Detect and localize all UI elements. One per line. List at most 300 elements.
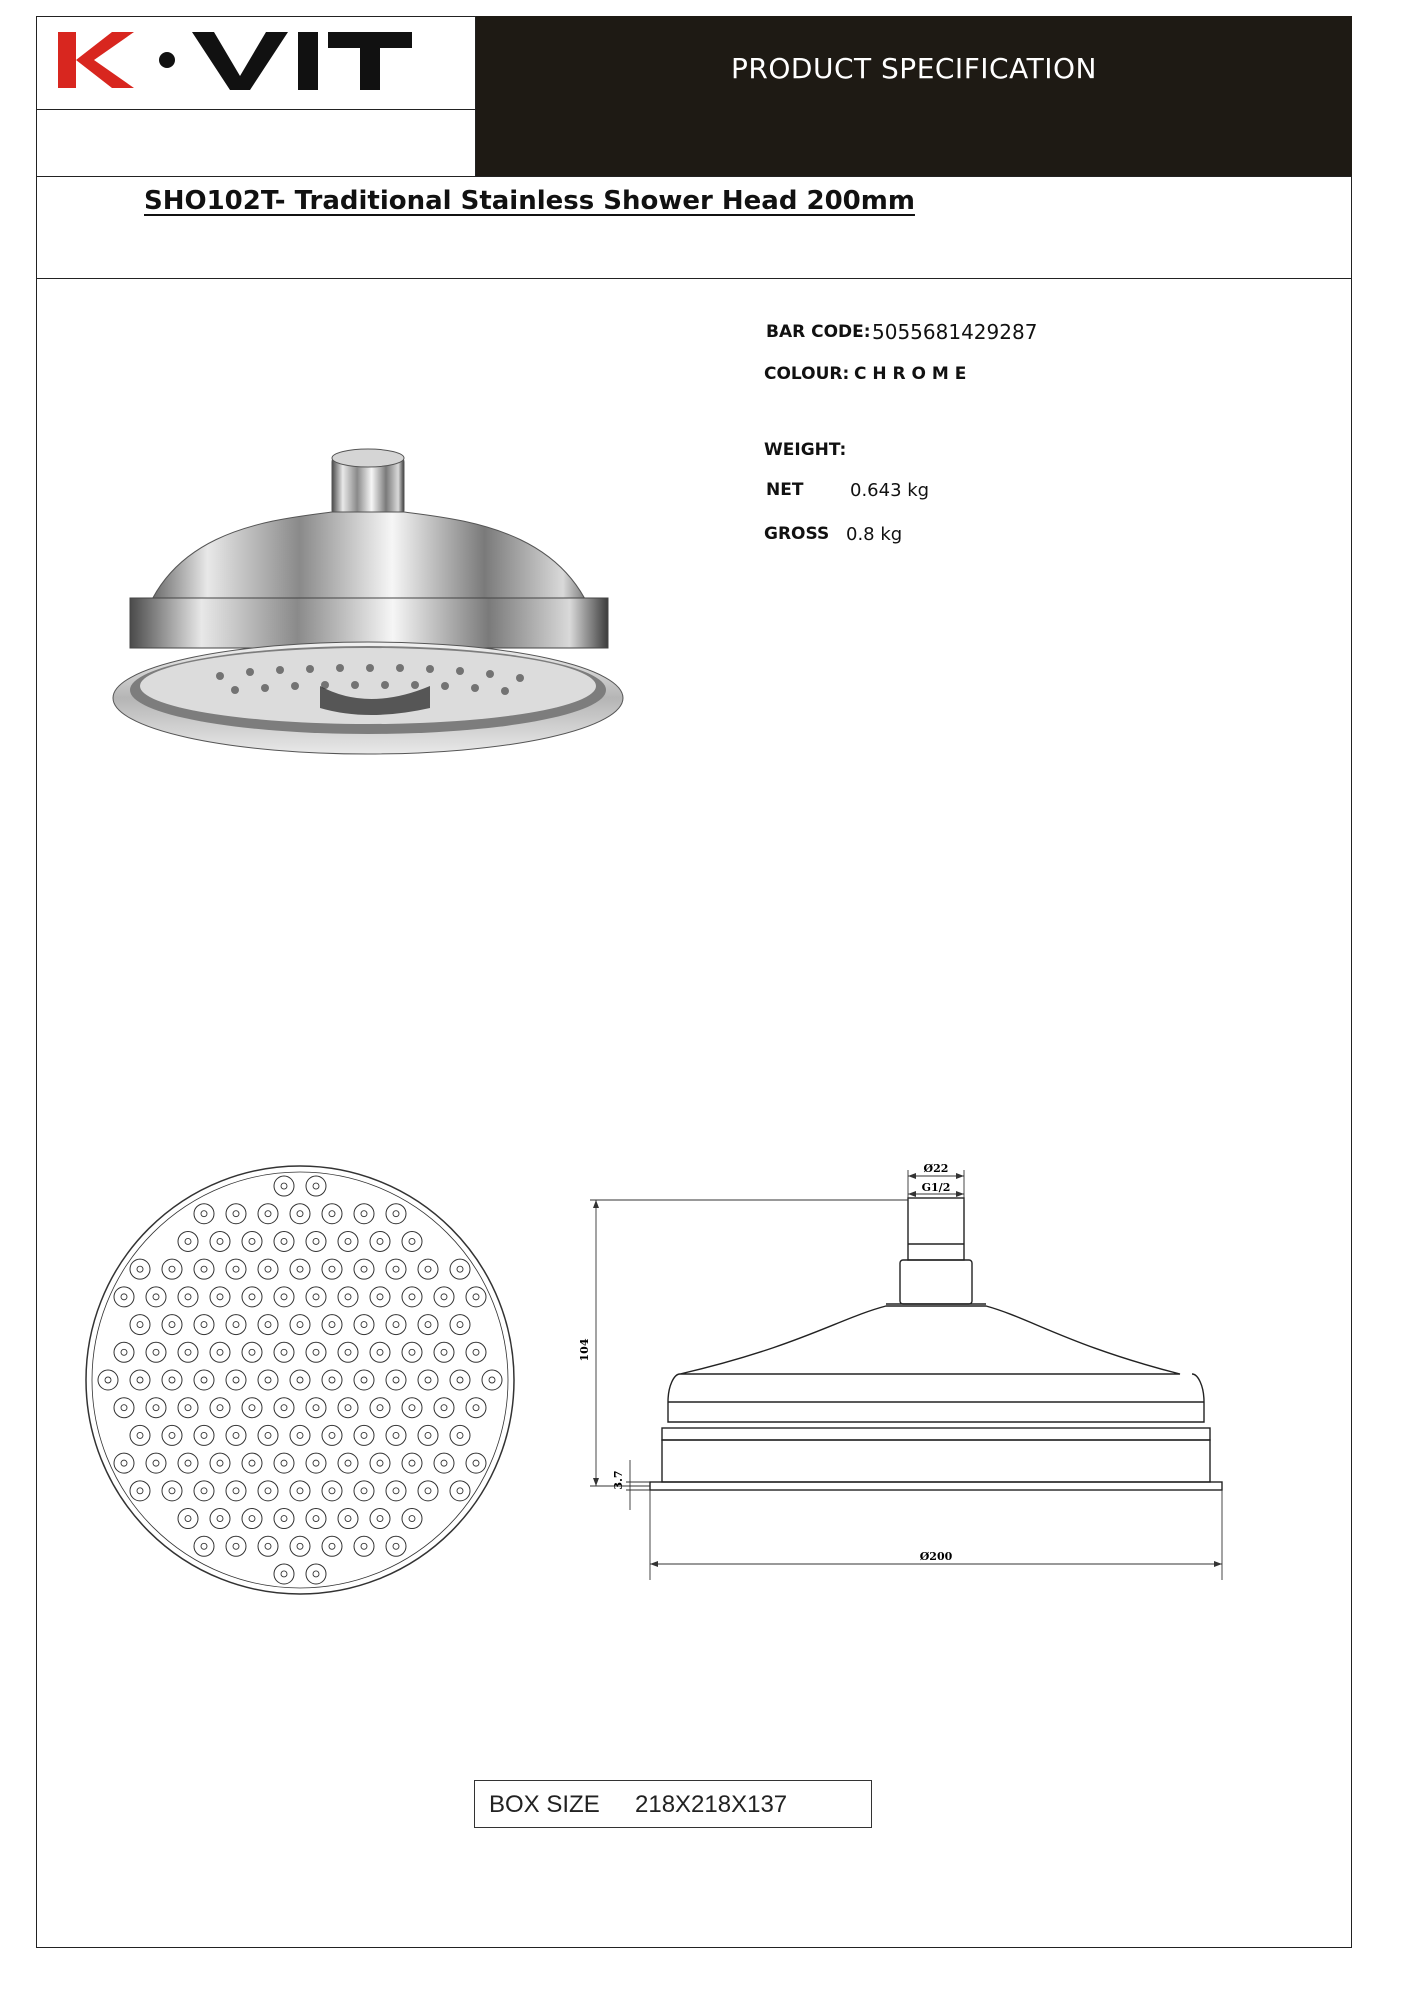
dim-height: 104 — [578, 1338, 591, 1362]
nozzle — [274, 1509, 294, 1529]
nozzle — [258, 1259, 278, 1279]
nozzle — [274, 1398, 294, 1418]
nozzle — [226, 1536, 246, 1556]
nozzle-hole — [217, 1238, 223, 1244]
nozzle-hole — [361, 1266, 367, 1272]
nozzle-hole — [377, 1516, 383, 1522]
nozzle-hole — [329, 1266, 335, 1272]
nozzle — [290, 1370, 310, 1390]
nozzle-hole — [409, 1460, 415, 1466]
nozzle — [402, 1231, 422, 1251]
nozzle — [226, 1425, 246, 1445]
nozzle-hole — [441, 1405, 447, 1411]
nozzle — [274, 1231, 294, 1251]
nozzle — [402, 1398, 422, 1418]
nozzle-hole — [233, 1377, 239, 1383]
nozzle-hole — [217, 1349, 223, 1355]
nozzle-hole — [329, 1377, 335, 1383]
nozzle — [162, 1259, 182, 1279]
nozzle-hole — [233, 1432, 239, 1438]
dim-top-diameter: Ø22 — [923, 1162, 949, 1175]
nozzle — [130, 1481, 150, 1501]
nozzle — [338, 1231, 358, 1251]
nozzle — [370, 1398, 390, 1418]
nozzle-hole — [313, 1405, 319, 1411]
nozzle — [306, 1342, 326, 1362]
nozzle — [242, 1509, 262, 1529]
nozzle-hole — [249, 1294, 255, 1300]
box-size-value: 218X218X137 — [635, 1791, 788, 1818]
nozzle-hole — [313, 1238, 319, 1244]
product-spec-header — [476, 16, 1352, 176]
nozzle — [338, 1287, 358, 1307]
nozzle-hole — [425, 1322, 431, 1328]
nozzle-hole — [185, 1238, 191, 1244]
nozzle-hole — [377, 1238, 383, 1244]
nozzle-hole — [457, 1432, 463, 1438]
nozzle-hole — [169, 1322, 175, 1328]
nozzle — [338, 1453, 358, 1473]
colour-value: C H R O M E — [854, 364, 967, 384]
nozzle — [114, 1398, 134, 1418]
nozzle-hole — [425, 1488, 431, 1494]
nozzle-hole — [329, 1488, 335, 1494]
nozzle-hole — [409, 1349, 415, 1355]
nozzle — [178, 1453, 198, 1473]
nozzle — [210, 1231, 230, 1251]
nozzle — [290, 1425, 310, 1445]
nozzle — [210, 1287, 230, 1307]
nozzle-hole — [265, 1432, 271, 1438]
nozzle-hole — [313, 1571, 319, 1577]
nozzle — [322, 1481, 342, 1501]
nozzle — [450, 1259, 470, 1279]
nozzle — [114, 1287, 134, 1307]
nozzle-hole — [265, 1322, 271, 1328]
face-inner-ring — [92, 1172, 508, 1588]
nozzle-hole — [361, 1377, 367, 1383]
nozzle — [290, 1204, 310, 1224]
nozzle-hole — [313, 1183, 319, 1189]
nozzle — [258, 1315, 278, 1335]
nozzle-hole — [473, 1405, 479, 1411]
net-value: 0.643 kg — [850, 480, 930, 501]
nozzle-hole — [153, 1294, 159, 1300]
nozzle-hole — [377, 1460, 383, 1466]
nozzle — [354, 1204, 374, 1224]
nozzle-hole — [393, 1432, 399, 1438]
nozzle-hole — [393, 1377, 399, 1383]
nozzle — [210, 1398, 230, 1418]
nozzle — [194, 1370, 214, 1390]
nozzle — [306, 1231, 326, 1251]
nozzle-hole — [361, 1211, 367, 1217]
nozzle — [402, 1287, 422, 1307]
nozzle — [354, 1370, 374, 1390]
nozzle-hole — [457, 1377, 463, 1383]
nozzle — [402, 1509, 422, 1529]
box-size-label: BOX SIZE — [489, 1791, 600, 1818]
nozzle-hole — [393, 1488, 399, 1494]
nozzle-hole — [185, 1460, 191, 1466]
nozzle-hole — [201, 1211, 207, 1217]
product-photo — [100, 440, 640, 780]
inlet-fitting — [908, 1198, 964, 1260]
nozzle — [434, 1342, 454, 1362]
nozzle — [386, 1370, 406, 1390]
nozzle — [354, 1315, 374, 1335]
spec-title: PRODUCT SPECIFICATION — [731, 52, 1097, 85]
nozzle-hole — [297, 1211, 303, 1217]
box-size-panel — [474, 1780, 872, 1828]
nozzle-hole — [201, 1543, 207, 1549]
nozzle — [242, 1231, 262, 1251]
nozzle-hole — [217, 1516, 223, 1522]
nozzle-hole — [217, 1294, 223, 1300]
nozzle-hole — [201, 1377, 207, 1383]
nozzle — [194, 1425, 214, 1445]
logo-dot — [159, 52, 175, 68]
nozzle — [274, 1564, 294, 1584]
nozzle — [306, 1509, 326, 1529]
nozzle-hole — [217, 1460, 223, 1466]
nozzle — [290, 1315, 310, 1335]
dim-rim: 3.7 — [612, 1470, 625, 1490]
nozzle-hole — [265, 1377, 271, 1383]
nozzle-hole — [473, 1349, 479, 1355]
nozzle-hole — [297, 1432, 303, 1438]
nozzle-hole — [169, 1432, 175, 1438]
nozzle-hole — [297, 1488, 303, 1494]
nozzle-hole — [169, 1488, 175, 1494]
nozzle — [482, 1370, 502, 1390]
nozzle-hole — [329, 1322, 335, 1328]
nozzle — [386, 1481, 406, 1501]
nozzle — [146, 1453, 166, 1473]
nozzle-hole — [329, 1432, 335, 1438]
nozzle-face-drawing — [80, 1160, 520, 1600]
nozzle — [258, 1370, 278, 1390]
nozzle-hole — [441, 1294, 447, 1300]
nozzle-hole — [441, 1349, 447, 1355]
nozzle — [274, 1342, 294, 1362]
nozzle — [418, 1315, 438, 1335]
nozzle-hole — [281, 1571, 287, 1577]
nozzle-hole — [281, 1349, 287, 1355]
nozzle — [242, 1453, 262, 1473]
product-title: SHO102T- Traditional Stainless Shower Head 200mm — [144, 186, 915, 216]
nozzle — [306, 1453, 326, 1473]
nozzle-hole — [249, 1405, 255, 1411]
nozzle — [210, 1509, 230, 1529]
nozzle — [242, 1398, 262, 1418]
net-label: NET — [766, 480, 804, 500]
nozzle — [178, 1231, 198, 1251]
nozzle-hole — [281, 1183, 287, 1189]
nozzle — [194, 1204, 214, 1224]
nozzle — [258, 1425, 278, 1445]
nozzle — [354, 1259, 374, 1279]
kvit-logo — [36, 16, 476, 110]
nozzle — [290, 1481, 310, 1501]
gross-value: 0.8 kg — [846, 524, 903, 545]
nozzle-hole — [425, 1266, 431, 1272]
nozzle-hole — [233, 1266, 239, 1272]
logo-cell — [36, 16, 476, 110]
nozzle — [466, 1398, 486, 1418]
nozzle-hole — [137, 1377, 143, 1383]
nozzle — [114, 1342, 134, 1362]
nozzle — [370, 1509, 390, 1529]
nozzle-hole — [297, 1377, 303, 1383]
nozzle — [402, 1342, 422, 1362]
nozzle-hole — [457, 1488, 463, 1494]
nozzle — [178, 1509, 198, 1529]
logo-vit-letters — [192, 32, 412, 90]
nozzle — [322, 1315, 342, 1335]
nozzle — [130, 1259, 150, 1279]
nozzle-hole — [121, 1349, 127, 1355]
nozzle-hole — [473, 1294, 479, 1300]
nozzle — [162, 1370, 182, 1390]
nozzle-hole — [153, 1460, 159, 1466]
nozzle — [194, 1481, 214, 1501]
nozzle — [418, 1259, 438, 1279]
dim-diameter: Ø200 — [919, 1550, 953, 1563]
nozzle-hole — [281, 1294, 287, 1300]
nozzle — [370, 1453, 390, 1473]
nozzle — [210, 1342, 230, 1362]
rim-plate — [650, 1482, 1222, 1490]
nozzle-hole — [265, 1543, 271, 1549]
nozzle — [274, 1176, 294, 1196]
nozzle — [258, 1536, 278, 1556]
nozzle — [226, 1370, 246, 1390]
nozzle-hole — [153, 1349, 159, 1355]
nozzle — [130, 1315, 150, 1335]
gross-label: GROSS — [764, 524, 830, 544]
nozzle-hole — [185, 1405, 191, 1411]
nozzle-hole — [425, 1432, 431, 1438]
nozzle-hole — [201, 1266, 207, 1272]
logo-k-letter — [58, 32, 134, 88]
nozzle — [386, 1425, 406, 1445]
nozzle — [322, 1425, 342, 1445]
nozzle — [162, 1425, 182, 1445]
nozzle — [418, 1370, 438, 1390]
nozzle-hole — [329, 1211, 335, 1217]
nozzle-hole — [361, 1488, 367, 1494]
nozzle-hole — [169, 1377, 175, 1383]
nozzle — [386, 1204, 406, 1224]
nozzle — [306, 1176, 326, 1196]
nozzle-hole — [313, 1294, 319, 1300]
nozzle-hole — [489, 1377, 495, 1383]
nozzle-hole — [345, 1349, 351, 1355]
nozzle — [258, 1481, 278, 1501]
nozzle-hole — [409, 1405, 415, 1411]
nozzle-hole — [201, 1432, 207, 1438]
nozzle-hole — [345, 1516, 351, 1522]
nozzle — [210, 1453, 230, 1473]
nozzle — [226, 1204, 246, 1224]
nozzle-hole — [153, 1405, 159, 1411]
nozzle-hole — [457, 1322, 463, 1328]
nozzle-hole — [265, 1211, 271, 1217]
nozzle — [178, 1398, 198, 1418]
nozzle — [130, 1370, 150, 1390]
nozzle-hole — [345, 1405, 351, 1411]
nozzle — [322, 1370, 342, 1390]
nozzle — [178, 1287, 198, 1307]
nozzle — [450, 1425, 470, 1445]
nozzle — [402, 1453, 422, 1473]
nozzle — [114, 1453, 134, 1473]
nozzle-hole — [137, 1266, 143, 1272]
nozzle — [370, 1287, 390, 1307]
nozzle-hole — [297, 1322, 303, 1328]
nozzle-hole — [377, 1405, 383, 1411]
nozzle — [434, 1398, 454, 1418]
nozzle — [354, 1481, 374, 1501]
nozzle — [130, 1425, 150, 1445]
nozzle-hole — [281, 1238, 287, 1244]
nozzle — [242, 1287, 262, 1307]
nozzle-hole — [281, 1460, 287, 1466]
nozzle-hole — [313, 1516, 319, 1522]
nozzle-hole — [393, 1543, 399, 1549]
logo-blank-cell — [36, 110, 476, 176]
nozzle — [162, 1315, 182, 1335]
nozzle — [450, 1370, 470, 1390]
nozzle-hole — [201, 1488, 207, 1494]
nozzle-hole — [249, 1460, 255, 1466]
nozzle-hole — [393, 1322, 399, 1328]
nozzle — [450, 1481, 470, 1501]
nozzle — [466, 1342, 486, 1362]
nozzle — [226, 1259, 246, 1279]
nozzle-hole — [121, 1460, 127, 1466]
nozzle-hole — [409, 1516, 415, 1522]
nozzle-hole — [393, 1211, 399, 1217]
nozzle — [274, 1453, 294, 1473]
nozzle-hole — [265, 1266, 271, 1272]
colour-label: COLOUR: — [764, 364, 850, 384]
dim-thread: G1/2 — [921, 1181, 951, 1194]
nozzle — [466, 1287, 486, 1307]
nozzle-hole — [105, 1377, 111, 1383]
nozzle — [146, 1342, 166, 1362]
nozzle — [226, 1315, 246, 1335]
nozzle-hole — [201, 1322, 207, 1328]
nozzle-hole — [281, 1516, 287, 1522]
nozzle — [450, 1315, 470, 1335]
nozzle-hole — [361, 1322, 367, 1328]
nozzle-hole — [137, 1488, 143, 1494]
nozzle-hole — [137, 1322, 143, 1328]
nozzle-hole — [281, 1405, 287, 1411]
hex-nut — [900, 1260, 972, 1304]
nozzle-hole — [345, 1460, 351, 1466]
nozzle-hole — [265, 1488, 271, 1494]
spec-sheet-frame — [36, 16, 1352, 1948]
nozzle — [98, 1370, 118, 1390]
nozzle-hole — [361, 1432, 367, 1438]
nozzle — [322, 1536, 342, 1556]
nozzle — [434, 1453, 454, 1473]
nozzle — [322, 1204, 342, 1224]
nozzle-hole — [313, 1460, 319, 1466]
nozzle-hole — [233, 1543, 239, 1549]
barcode-value: 5055681429287 — [872, 320, 1038, 344]
nozzle-hole — [409, 1294, 415, 1300]
nozzle — [274, 1287, 294, 1307]
nozzle-hole — [313, 1349, 319, 1355]
nozzle-hole — [409, 1238, 415, 1244]
nozzle-hole — [441, 1460, 447, 1466]
nozzle-hole — [425, 1377, 431, 1383]
nozzle-hole — [345, 1294, 351, 1300]
nozzle — [386, 1536, 406, 1556]
nozzle — [466, 1453, 486, 1473]
nozzle — [290, 1259, 310, 1279]
nozzle — [242, 1342, 262, 1362]
nozzle — [354, 1425, 374, 1445]
nozzle-hole — [233, 1322, 239, 1328]
nozzle — [306, 1287, 326, 1307]
nozzle — [258, 1204, 278, 1224]
nozzle-hole — [297, 1266, 303, 1272]
nozzle-hole — [345, 1238, 351, 1244]
nozzle-hole — [249, 1238, 255, 1244]
nozzle-hole — [249, 1349, 255, 1355]
nozzle — [322, 1259, 342, 1279]
nozzle-hole — [377, 1349, 383, 1355]
nozzle — [354, 1536, 374, 1556]
nozzle — [434, 1287, 454, 1307]
nozzle — [418, 1481, 438, 1501]
nozzle — [386, 1259, 406, 1279]
barcode-label: BAR CODE: — [766, 322, 871, 342]
nozzle — [194, 1536, 214, 1556]
nozzle — [146, 1398, 166, 1418]
nozzle-hole — [169, 1266, 175, 1272]
nozzle-hole — [185, 1294, 191, 1300]
nozzle-hole — [233, 1211, 239, 1217]
nozzle — [290, 1536, 310, 1556]
nozzle-hole — [185, 1349, 191, 1355]
nozzle — [194, 1259, 214, 1279]
nozzle-hole — [137, 1432, 143, 1438]
nozzle-hole — [393, 1266, 399, 1272]
nozzle-hole — [329, 1543, 335, 1549]
nozzle-hole — [121, 1405, 127, 1411]
nozzle — [386, 1315, 406, 1335]
side-elevation-drawing — [570, 1140, 1250, 1580]
nozzle-hole — [361, 1543, 367, 1549]
nozzle — [178, 1342, 198, 1362]
nozzle-grid — [98, 1176, 502, 1584]
divider — [36, 176, 1352, 177]
nozzle-hole — [457, 1266, 463, 1272]
nozzle — [338, 1398, 358, 1418]
nozzle-hole — [217, 1405, 223, 1411]
nozzle — [338, 1342, 358, 1362]
nozzle — [306, 1398, 326, 1418]
nozzle-hole — [473, 1460, 479, 1466]
nozzle — [370, 1231, 390, 1251]
dome-outline — [680, 1306, 1180, 1374]
